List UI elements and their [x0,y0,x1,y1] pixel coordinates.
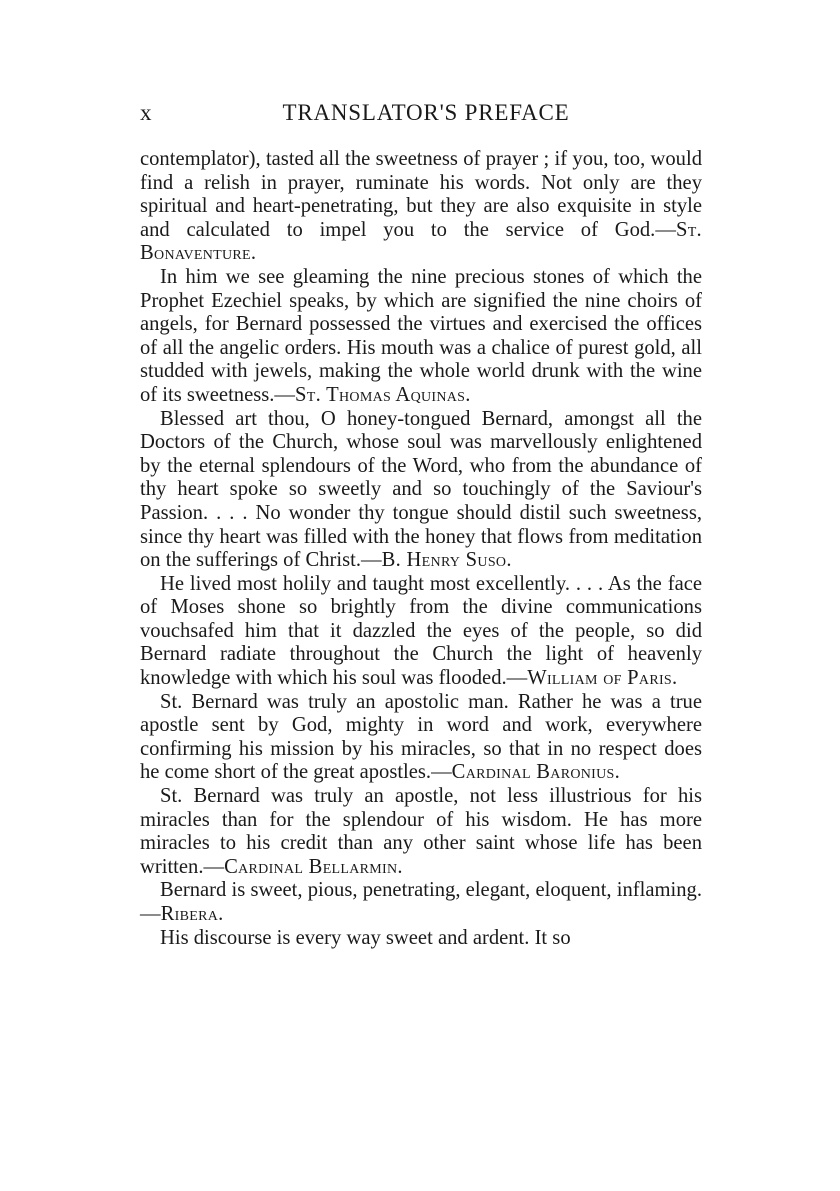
paragraph-text: Bernard is sweet, pious, penetrating, elegant, eloquent, inflaming.— [140,879,702,925]
page-body [140,148,702,950]
page-header [140,100,702,134]
quote-attribution: B. Henry Suso. [381,549,512,572]
paragraph [140,408,702,573]
quote-attribution: St. Bonaventure. [140,218,702,265]
paragraph [140,691,702,785]
paragraph-text: St. Bernard was truly an apostle, not less illustrious for his miracles than for the splendour of his wisdom. He has more miracles to his credit than any other saint whose life has been written.— [140,785,702,878]
paragraph-text: His discourse is every way sweet and ardent. It so [160,926,571,949]
paragraph-text: He lived most holily and taught most excellently. . . . As the face of Moses shone so brightly from the divine communications vouchsafed him that it dazzled the eyes of the people, so did Bernard radiate throughout the Church the light of heavenly knowledge with which his soul was flooded.— [140,572,702,690]
paragraph-text: In him we see gleaming the nine precious stones of which the Prophet Ezechiel speaks, by which are signified the nine choirs of angels, for Bernard possessed the virtues and exercised the offices of all the angelic orders. His mouth was a chalice of purest gold, all studded with jewels, making the whole world drunk with the wine of its sweetness.— [140,265,702,406]
quote-attribution: William of Paris. [527,667,678,690]
paragraph-text: St. Bernard was truly an apostolic man. Rather he was a true apostle sent by God, mighty in word and work, everywhere confirming his mission by his miracles, so that in no respect does he come short of the great apostles.— [140,690,702,784]
quote-attribution: Cardinal Baronius. [451,761,621,784]
paragraph [140,927,702,951]
paragraph [140,785,702,879]
running-title: TRANSLATOR'S PREFACE [282,100,570,125]
paragraph [140,573,702,691]
quote-attribution: Cardinal Bellarmin. [224,855,403,878]
paragraph-text: Blessed art thou, O honey-tongued Bernard, amongst all the Doctors of the Church, whose soul was marvellously enlightened by the eternal splendours of the Word, who from the abundance of thy heart spoke so sweetly and so touchingly of the Saviour's Passion. . . . No wonder thy tongue should distil such sweetness, since thy heart was filled with the honey that flows from meditation on the sufferings of Christ.— [140,407,702,572]
quote-attribution: Ribera. [160,903,224,925]
paragraph-text: contemplator), tasted all the sweetness of prayer ; if you, too, would find a relish in prayer, ruminate his words. Not only are they spiritual and heart-penetrating, but they are also exquisite in style and calculated to impel you to the service of God.— [140,148,702,241]
page-number: x [140,100,152,125]
quote-attribution: St. Thomas Aquinas. [295,383,471,406]
paragraph [140,266,702,408]
paragraph [140,148,702,266]
paragraph [140,879,702,926]
book-page [140,100,702,950]
